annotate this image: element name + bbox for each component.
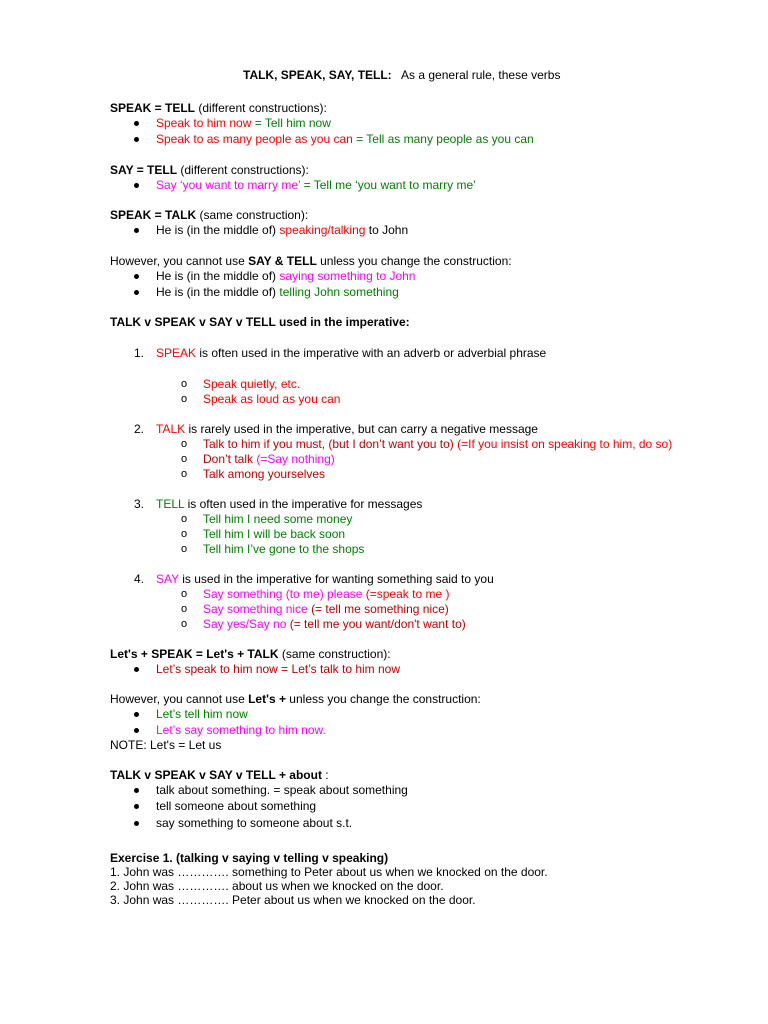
circle-bullet-icon: o [181,453,188,465]
text: is rarely used in the imperative, but can carry a negative message [185,422,538,436]
keyword: SPEAK [156,346,197,360]
heading-rest: (same construction): [278,647,391,661]
keyword: TALK [156,422,186,436]
exercise-line: 3. John was …………. Peter about us when we knocked on the door. [110,893,476,907]
phrase: Say yes/Say no [203,617,290,631]
sub-item [203,437,672,451]
phrase: to John [365,223,409,237]
page-title [243,68,560,82]
heading-bold: SPEAK = TELL [110,101,196,115]
heading-rest: : [321,768,329,782]
circle-bullet-icon: o [181,543,188,555]
equals: = [300,178,314,192]
phrase: He is (in the middle of) [156,285,280,299]
sub-item: Talk among yourselves [203,467,326,481]
list-item [156,269,415,283]
numbered-item [156,572,494,586]
text: unless you change the construction: [316,254,512,268]
sub-item [203,452,335,466]
circle-bullet-icon: o [181,528,188,540]
bullet-icon [134,274,139,279]
list-item: Let’s speak to him now = Let’s talk to him now [156,662,401,676]
sub-item: Tell him I’ve gone to the shops [203,542,365,556]
phrase: He is (in the middle of) [156,223,280,237]
list-item [156,285,399,299]
list-number: 1. [134,346,145,360]
list-number: 2. [134,422,145,436]
bullet-icon [134,121,139,126]
exercise-heading: Exercise 1. (talking v saying v telling v speaking) [110,851,389,865]
bullet-icon [134,183,139,188]
bullet-icon [134,228,139,233]
bullet-icon [134,728,139,733]
list-item: Let’s say something to him now. [156,723,326,737]
phrase: (=If you insist on speaking to him, do so) [457,437,673,451]
bullet-icon [134,290,139,295]
phrase: Say something (to me) please [203,587,366,601]
text: is often used in the imperative with an adverb or adverbial phrase [196,346,547,360]
equals: = [251,116,265,130]
circle-bullet-icon: o [181,378,188,390]
note-text: NOTE: Let's = Let us [110,738,222,752]
section-speak-talk-heading [110,208,308,222]
text: However, you cannot use [110,692,249,706]
text: is often used in the imperative for messages [184,497,423,511]
section-lets-heading [110,647,391,661]
heading-bold: SPEAK = TALK [110,208,197,222]
title-main: TALK, SPEAK, SAY, TELL: [243,68,392,82]
phrase: Don’t talk [203,452,257,466]
phrase: Tell me ‘you want to marry me’ [313,178,476,192]
bullet-icon [134,712,139,717]
phrase: Say something nice [203,602,312,616]
section-speak-tell-heading [110,101,327,115]
circle-bullet-icon: o [181,393,188,405]
list-number: 3. [134,497,145,511]
circle-bullet-icon: o [181,438,188,450]
equals: = [352,132,367,146]
title-rest: As a general rule, these verbs [401,68,561,82]
text: is used in the imperative for wanting something said to you [178,572,494,586]
heading-rest: (different constructions): [177,163,309,177]
circle-bullet-icon: o [181,618,188,630]
phrase: (=Say nothing) [256,452,335,466]
phrase: saying something to John [279,269,416,283]
phrase: Speak to as many people as you can [156,132,353,146]
text: unless you change the construction: [285,692,481,706]
section-about-heading [110,768,329,782]
bullet-icon [134,137,139,142]
heading-bold: Let's + SPEAK = Let's + TALK [110,647,279,661]
bullet-icon [134,667,139,672]
list-item: Let’s tell him now [156,707,248,721]
phrase: Talk to him if you must, (but I don’t want you to) [203,437,458,451]
phrase: Tell as many people as you can [366,132,534,146]
section-say-tell-heading [110,163,309,177]
phrase: Tell him now [264,116,331,130]
heading-rest: (different constructions): [195,101,327,115]
phrase: speaking/talking [279,223,366,237]
numbered-item [156,497,422,511]
phrase: Say ‘you want to marry me’ [156,178,301,192]
phrase: (=speak to me ) [365,587,450,601]
section-however-say-tell [110,254,512,268]
text-bold: SAY & TELL [248,254,317,268]
list-number: 4. [134,572,145,586]
section-imperative-heading: TALK v SPEAK v SAY v TELL used in the imperative: [110,315,410,329]
list-item: tell someone about something [156,799,317,813]
sub-item [203,602,449,616]
list-item: say something to someone about s.t. [156,816,353,830]
keyword: TELL [156,497,185,511]
text: However, you cannot use [110,254,249,268]
numbered-item [156,346,546,360]
heading-rest: (same construction): [196,208,309,222]
heading-bold: TALK v SPEAK v SAY v TELL + about [110,768,322,782]
bullet-icon [134,821,139,826]
sub-item [203,617,466,631]
sub-item: Speak quietly, etc. [203,377,301,391]
exercise-line: 1. John was …………. something to Peter about us when we knocked on the door. [110,865,548,879]
sub-item [203,587,449,601]
phrase: telling John something [279,285,399,299]
list-item: talk about something. = speak about something [156,783,408,797]
bullet-icon [134,788,139,793]
list-item [156,116,331,130]
sub-item: Tell him I will be back soon [203,527,346,541]
phrase: (= tell me you want/don't want to) [289,617,466,631]
circle-bullet-icon: o [181,603,188,615]
phrase: He is (in the middle of) [156,269,280,283]
sub-item: Tell him I need some money [203,512,353,526]
phrase: (= tell me something nice) [311,602,449,616]
text-bold: Let's + [248,692,286,706]
sub-item: Speak as loud as you can [203,392,341,406]
list-item [156,132,534,146]
heading-bold: SAY = TELL [110,163,178,177]
bullet-icon [134,804,139,809]
section-however-lets [110,692,481,706]
list-item [156,223,408,237]
phrase: Speak to him now [156,116,252,130]
circle-bullet-icon: o [181,513,188,525]
numbered-item [156,422,538,436]
circle-bullet-icon: o [181,588,188,600]
exercise-line: 2. John was …………. about us when we knocked on the door. [110,879,444,893]
list-item [156,178,476,192]
circle-bullet-icon: o [181,468,188,480]
keyword: SAY [156,572,179,586]
